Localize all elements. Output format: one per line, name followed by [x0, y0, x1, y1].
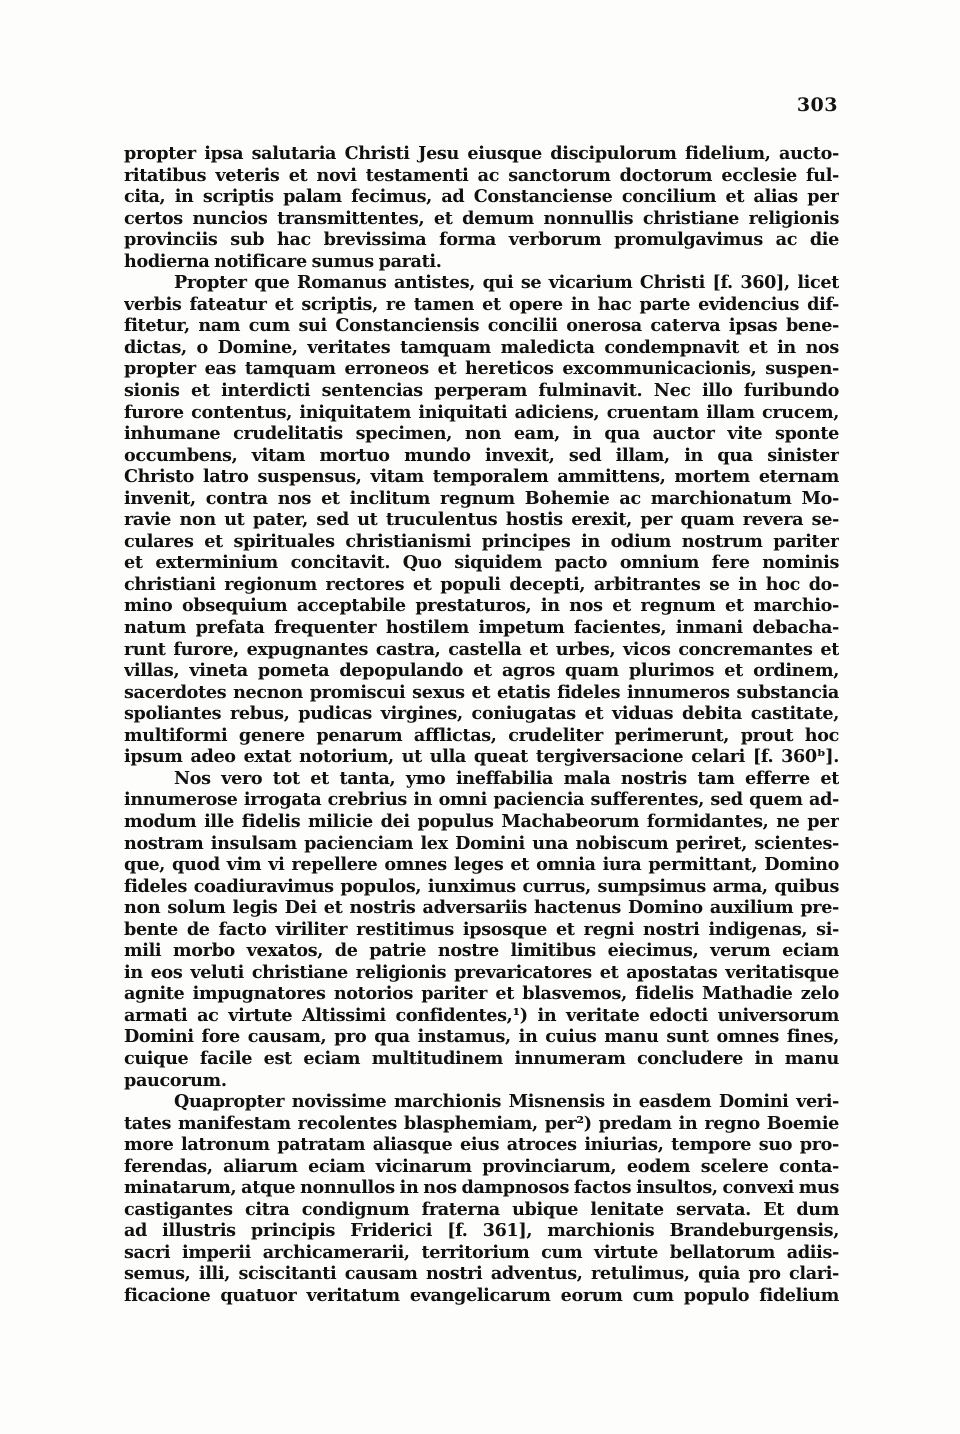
- text-line: occumbens, vitam mortuo mundo invexit, sed illam, in qua sinister: [124, 444, 839, 466]
- text-line: bente de facto viriliter restitimus ipsosque et regni nostri indigenas, si-: [124, 918, 839, 940]
- text-line: hodierna notificare sumus parati.: [124, 250, 442, 272]
- text-line: ad illustris principis Friderici [f. 361], marchionis Brandeburgensis,: [124, 1220, 839, 1242]
- text-line: Quapropter novissime marchionis Misnensis in easdem Domini veri-: [174, 1091, 839, 1113]
- text-line: verbis fateatur et scriptis, re tamen et opere in hac parte evidencius dif-: [124, 293, 839, 315]
- text-line: ficacione quatuor veritatum evangelicarum eorum cum populo fidelium: [124, 1284, 839, 1306]
- text-line: Domini fore causam, pro qua instamus, in cuius manu sunt omnes fines,: [124, 1026, 839, 1048]
- text-line: sacerdotes necnon promiscui sexus et etatis fideles innumeros substancia: [124, 681, 839, 703]
- text-line: dictas, o Domine, veritates tamquam maledicta condempnavit et in nos: [124, 336, 839, 358]
- text-line: natum prefata frequenter hostilem impetum facientes, inmani debacha-: [124, 617, 839, 639]
- text-line: cita, in scriptis palam fecimus, ad Constanciense concilium et alias per: [124, 186, 839, 208]
- text-line: villas, vineta pometa depopulando et agros quam plurimos et ordinem,: [124, 660, 839, 682]
- text-line: in eos veluti christiane religionis prevaricatores et apostatas veritatisque: [124, 961, 839, 983]
- text-line: inhumane crudelitatis specimen, non eam, in qua auctor vite sponte: [124, 423, 839, 445]
- text-line: et exterminium concitavit. Quo siquidem pacto omnium fere nominis: [124, 552, 839, 574]
- text-line: minatarum, atque nonnullos in nos dampnosos factos insultos, convexi mus: [124, 1177, 839, 1199]
- text-line: tates manifestam recolentes blasphemiam, per²) predam in regno Boemie: [124, 1112, 839, 1134]
- text-line: provinciis sub hac brevissima forma verborum promulgavimus ac die: [124, 229, 839, 251]
- text-line: armati ac virtute Altissimi confidentes,¹) in veritate edocti universorum: [124, 1004, 839, 1026]
- text-line: Nos vero tot et tanta, ymo ineffabilia mala nostris tam efferre et: [174, 767, 839, 789]
- text-line: fideles coadiuravimus populos, iunximus currus, sumpsimus arma, quibus: [124, 875, 839, 897]
- text-line: cuique facile est eciam multitudinem innumeram concludere in manu: [124, 1047, 839, 1069]
- text-line: nostram insulsam pacienciam lex Domini una nobiscum periret, scientes-: [124, 832, 839, 854]
- text-line: que, quod vim vi repellere omnes leges et omnia iura permittant, Domino: [124, 854, 839, 876]
- text-line: mino obsequium acceptabile prestaturos, in nos et regnum et marchio-: [124, 595, 839, 617]
- text-line: semus, illi, sciscitanti causam nostri adventus, retulimus, quia pro clari-: [124, 1263, 839, 1285]
- text-line: propter ipsa salutaria Christi Jesu eiusque discipulorum fidelium, aucto-: [124, 143, 839, 164]
- text-line: sacri imperii archicamerarii, territorium cum virtute bellatorum adiis-: [124, 1241, 839, 1263]
- text-line: certos nuncios transmittentes, et demum nonnullis christiane religionis: [124, 207, 839, 229]
- text-line: agnite impugnatores notorios pariter et blasvemos, fidelis Mathadie zelo: [124, 983, 839, 1005]
- text-line: paucorum.: [124, 1069, 227, 1091]
- text-line: fitetur, nam cum sui Constanciensis concilii onerosa caterva ipsas bene-: [124, 315, 839, 337]
- text-line: more latronum patratam aliasque eius atroces iniurias, tempore suo pro-: [124, 1134, 839, 1156]
- page-number: 303: [796, 94, 838, 116]
- text-line: sionis et interdicti sentencias perperam fulminavit. Nec illo furibundo: [124, 380, 839, 402]
- text-line: innumerose irrogata crebrius in omni paciencia sufferentes, sed quem ad-: [124, 789, 839, 811]
- text-line: ritatibus veteris et novi testamenti ac sanctorum doctorum ecclesie ful-: [124, 164, 839, 186]
- body-text: [124, 143, 839, 1307]
- text-line: christiani regionum rectores et populi decepti, arbitrantes se in hoc do-: [124, 573, 839, 595]
- text-line: propter eas tamquam erroneos et hereticos excommunicacionis, suspen-: [124, 358, 839, 380]
- text-line: culares et spirituales christianismi principes in odium nostrum pariter: [124, 530, 839, 552]
- text-line: ravie non ut pater, sed ut truculentus hostis erexit, per quam revera se-: [124, 509, 839, 531]
- text-line: ipsum adeo extat notorium, ut ulla queat tergiversacione celari [f. 360ᵇ].: [124, 746, 839, 768]
- text-line: castigantes citra condignum fraterna ubique lenitate servata. Et dum: [124, 1198, 839, 1220]
- text-line: spoliantes rebus, pudicas virgines, coniugatas et viduas debita castitate,: [124, 703, 839, 725]
- text-line: furore contentus, iniquitatem iniquitati adiciens, cruentam illam crucem,: [124, 401, 839, 423]
- text-line: multiformi genere penarum afflictas, crudeliter perimerunt, prout hoc: [124, 724, 839, 746]
- text-line: invenit, contra nos et inclitum regnum Bohemie ac marchionatum Mo-: [124, 487, 839, 509]
- text-line: mili morbo vexatos, de patrie nostre limitibus eiecimus, verum eciam: [124, 940, 839, 962]
- text-line: Christo latro suspensus, vitam temporalem ammittens, mortem eternam: [124, 466, 839, 488]
- text-line: Propter que Romanus antistes, qui se vicarium Christi [f. 360], licet: [174, 272, 839, 294]
- text-line: non solum legis Dei et nostris adversariis hactenus Domino auxilium pre-: [124, 897, 839, 919]
- text-line: ferendas, aliarum eciam vicinarum provinciarum, eodem scelere conta-: [124, 1155, 839, 1177]
- text-line: runt furore, expugnantes castra, castella et urbes, vicos concremantes et: [124, 638, 839, 660]
- text-line: modum ille fidelis milicie dei populus Machabeorum formidantes, ne per: [124, 810, 839, 832]
